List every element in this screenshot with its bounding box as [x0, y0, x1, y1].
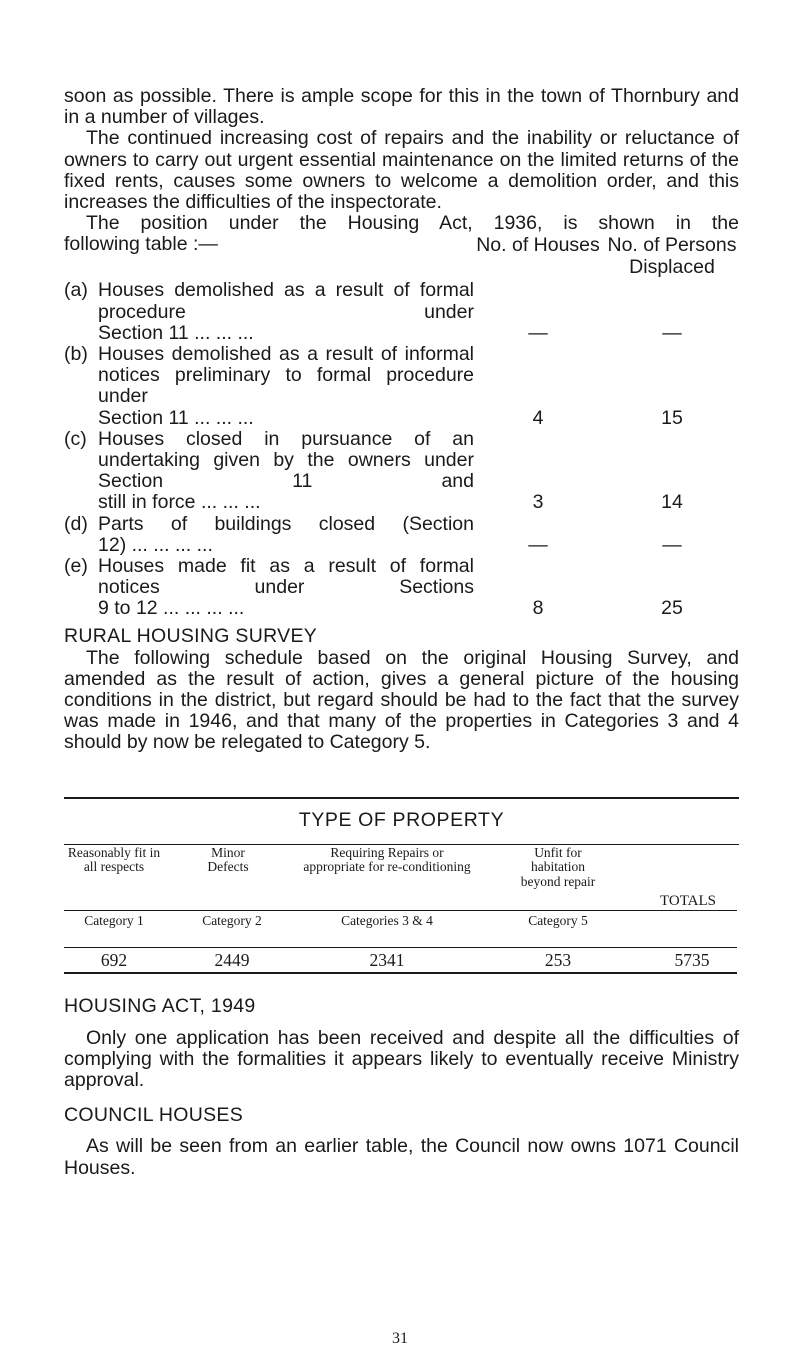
- intro-paragraph-2: The continued increasing cost of repairs and the inability or reluctance of owners to carry out urgent essential maintenance on the limited returns of the fixed rents, causes some owners to welcome a demolition order, and this increases the difficulties of the inspectorate.: [64, 127, 739, 214]
- value-category-5: 253: [544, 949, 572, 970]
- row-houses-value: —: [528, 533, 548, 556]
- row-description: [98, 556, 474, 620]
- row-persons-value: 25: [661, 597, 683, 620]
- housing-act-row: [64, 556, 739, 620]
- document-page: [64, 86, 739, 1179]
- type-table-header-row: [64, 845, 737, 910]
- row-description-last-line: 9 to 12 ... ... ... ...: [98, 597, 245, 620]
- type-table-title: TYPE OF PROPERTY: [298, 808, 505, 831]
- row-persons-value: 14: [661, 491, 683, 514]
- housing-act-table: [64, 280, 739, 619]
- row-label: (b): [64, 343, 88, 366]
- col-persons-header: No. of Persons Displaced: [607, 234, 737, 278]
- housing-act-row: [64, 429, 739, 514]
- header-requiring-repairs: Requiring Repairs or appropriate for re-conditioning: [303, 844, 471, 875]
- header-reasonably-fit: Reasonably fit in all respects: [67, 844, 161, 875]
- row-label: (c): [64, 427, 87, 450]
- col-houses-header: No. of Houses: [476, 234, 600, 257]
- council-houses-heading: COUNCIL HOUSES: [64, 1104, 244, 1127]
- housing-act-table-header: [64, 234, 739, 280]
- value-totals: 5735: [674, 949, 710, 970]
- row-description-last-line: Section 11 ... ... ...: [98, 321, 254, 344]
- page-number: 31: [392, 1330, 408, 1347]
- category-5: Category 5: [528, 912, 588, 928]
- council-houses-paragraph: As will be seen from an earlier table, the Council now owns 1071 Council Houses.: [64, 1135, 739, 1179]
- housing-act-row: [64, 514, 739, 556]
- row-persons-value: 15: [661, 406, 683, 429]
- row-label: (e): [64, 555, 88, 578]
- type-of-property-table: [64, 845, 737, 974]
- type-table-category-row: [64, 911, 737, 947]
- intro-paragraph-1: soon as possible. There is ample scope for this in the town of Thornbury and in a number of villages.: [64, 85, 739, 129]
- category-3-4: Categories 3 & 4: [341, 912, 433, 928]
- housing-act-1949-heading: HOUSING ACT, 1949: [64, 994, 256, 1017]
- row-description: [98, 344, 474, 429]
- housing-act-row: [64, 280, 739, 344]
- row-description-text: Houses demolished as a result of formal procedure under: [98, 279, 474, 323]
- row-description-text: Houses made fit as a result of formal notices under Sections: [98, 555, 474, 599]
- row-persons-value: —: [662, 321, 682, 344]
- row-label: (d): [64, 512, 88, 535]
- row-description-text: Parts of buildings closed (Section: [98, 512, 474, 535]
- category-1: Category 1: [84, 912, 144, 928]
- row-description: [98, 429, 474, 514]
- housing-act-row: [64, 344, 739, 429]
- value-category-1: 692: [100, 949, 128, 970]
- row-description: [98, 514, 474, 556]
- row-houses-value: 3: [532, 491, 544, 514]
- row-houses-value: 4: [532, 406, 544, 429]
- type-table-values-row: [64, 948, 737, 972]
- housing-act-1949-paragraph: Only one application has been received and despite all the difficulties of complying with the formalities it appears likely to eventually receive Ministry approval.: [64, 1026, 739, 1092]
- rural-housing-heading: RURAL HOUSING SURVEY: [64, 624, 318, 647]
- row-description-text: Houses closed in pursuance of an undertaking given by the owners under Section 11 and: [98, 427, 474, 493]
- category-2: Category 2: [202, 912, 262, 928]
- value-category-2: 2449: [214, 949, 250, 970]
- type-table-bottom-rule: [64, 972, 737, 974]
- row-description-last-line: Section 11 ... ... ...: [98, 406, 254, 429]
- intro-paragraph-3-end: following table :—: [64, 233, 218, 256]
- header-unfit: Unfit for habitation beyond repair: [520, 844, 596, 889]
- row-description-text: Houses demolished as a result of informal notices preliminary to formal procedure under: [98, 343, 474, 408]
- intro-paragraph-3: The position under the Housing Act, 1936, is shown in the: [86, 212, 739, 235]
- row-houses-value: 8: [532, 597, 544, 620]
- row-description: [98, 280, 474, 344]
- rural-housing-paragraph: The following schedule based on the original Housing Survey, and amended as the result of action, gives a general picture of the housing conditions in the district, but regard should be had to the fact that the survey was made in 1946, and that many of the properties in Categories 3 and 4 should by now be relegated to Category 5.: [64, 646, 739, 754]
- header-totals: TOTALS: [659, 892, 717, 909]
- value-category-3-4: 2341: [369, 949, 405, 970]
- type-table-top-rule: [64, 797, 739, 799]
- row-description-last-line: still in force ... ... ...: [98, 491, 261, 514]
- row-label: (a): [64, 279, 88, 302]
- row-persons-value: —: [662, 533, 682, 556]
- row-description-last-line: 12) ... ... ... ...: [98, 533, 213, 556]
- header-minor-defects: Minor Defects: [207, 844, 249, 875]
- row-houses-value: —: [528, 321, 548, 344]
